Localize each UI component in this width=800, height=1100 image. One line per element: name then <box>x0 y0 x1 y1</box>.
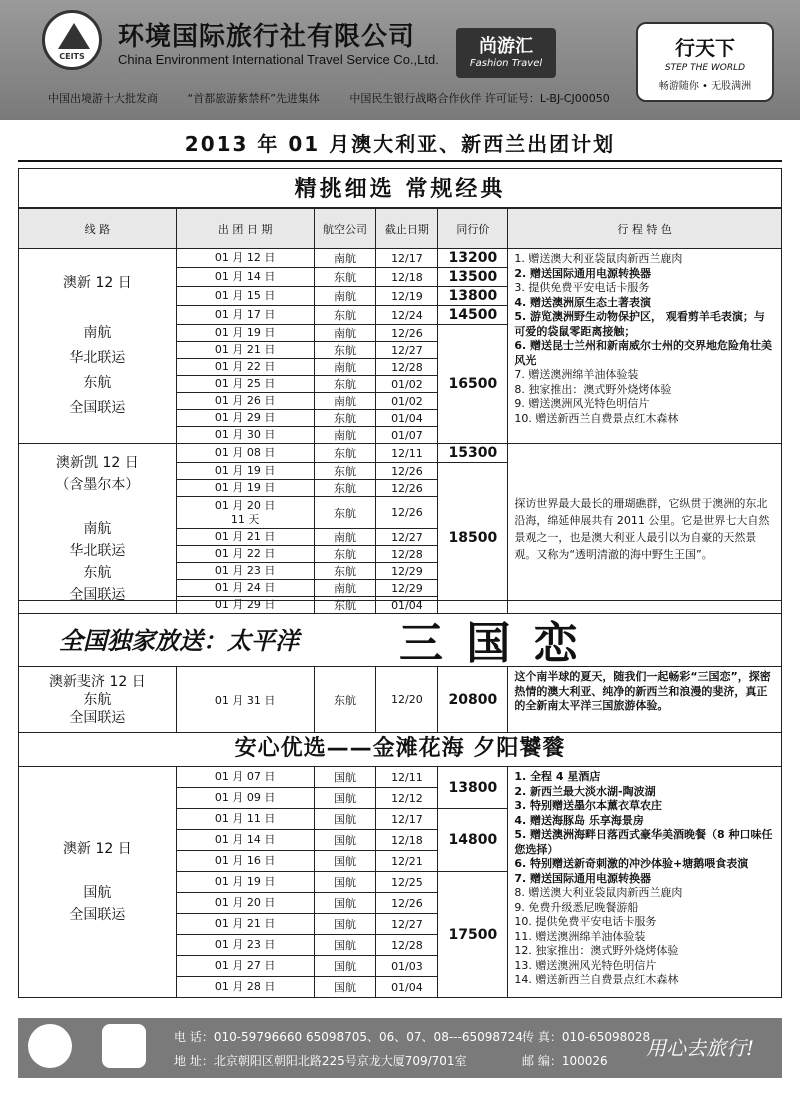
price: 13800 <box>438 767 508 809</box>
fashion-travel-badge <box>456 28 556 78</box>
departure-date: 01 月 21 日 <box>176 914 314 935</box>
features-cell: 探访世界最大最长的珊瑚礁群，它纵贯于澳洲的东北沿海，绵延伸展共有 2011 公里。它是世界七大自然景观之一，也是澳大利亚人最引以为自豪的天然景观。又称为“透明清澈的海中野生王国”。 <box>508 444 782 614</box>
cutoff-date: 01/04 <box>376 410 438 427</box>
route-line: 全国联运 <box>69 709 126 726</box>
price: 18500 <box>438 463 508 614</box>
special-banner <box>18 600 782 669</box>
feature-item: 5. 游览澳洲野生动物保护区， 观看剪羊毛表演；与可爱的袋鼠零距离接触； <box>514 310 765 338</box>
departure-date: 01 月 14 日 <box>176 830 314 851</box>
airline: 东航 <box>314 480 376 497</box>
cutoff-date: 12/24 <box>376 306 438 325</box>
route-line: 全国联运 <box>69 400 126 416</box>
airline: 东航 <box>314 497 376 529</box>
departure-date: 01 月 24 日 <box>176 580 314 597</box>
features-cell <box>508 767 782 998</box>
cutoff-date: 12/11 <box>376 444 438 463</box>
cutoff-date: 12/21 <box>376 851 438 872</box>
brand-en: STEP THE WORLD <box>664 63 746 73</box>
route-line: 澳新 12 日 <box>63 841 132 857</box>
airline: 国航 <box>314 767 376 788</box>
mountain-icon <box>58 23 90 49</box>
route-line: 南航 <box>83 520 112 537</box>
cutoff-date: 12/17 <box>376 809 438 830</box>
route-cell <box>19 767 177 998</box>
airline: 南航 <box>314 393 376 410</box>
footer-address: 地 址：北京朝阳区朝阳北路225号京龙大厦709/701室 <box>174 1054 467 1068</box>
cutoff-date: 12/12 <box>376 788 438 809</box>
cutoff-date: 12/27 <box>376 342 438 359</box>
airline: 东航 <box>314 463 376 480</box>
feature-item: 2. 赠送国际通用电源转换器 <box>514 266 652 280</box>
route-line: 全国联运 <box>69 907 126 923</box>
feature-item: 10. 赠送新西兰自费景点红木森林 <box>514 411 679 425</box>
departure-date: 01 月 17 日 <box>176 306 314 325</box>
feature-item: 14. 赠送新西兰自费景点红木森林 <box>514 973 679 986</box>
group3-row <box>19 667 782 733</box>
schedule-table-2 <box>18 666 782 733</box>
feature-item: 3. 特别赠送墨尔本薰衣草农庄 <box>514 799 663 812</box>
departure-date: 01 月 23 日 <box>176 935 314 956</box>
cutoff-date: 12/28 <box>376 546 438 563</box>
company-name-cn: 环境国际旅行社有限公司 <box>118 22 416 52</box>
airline: 国航 <box>314 830 376 851</box>
departure-date: 01 月 21 日 <box>176 529 314 546</box>
airline: 南航 <box>314 427 376 444</box>
page-title: 2013 年 01 月澳大利亚、新西兰出团计划 <box>184 132 616 156</box>
col-features: 行 程 特 色 <box>508 209 782 249</box>
credential-3: 中国民生银行战略合作伙伴 许可证号：L-BJ-CJ00050 <box>349 92 610 105</box>
col-cutoff: 截止日期 <box>376 209 438 249</box>
departure-date: 01 月 08 日 <box>176 444 314 463</box>
cutoff-date: 01/02 <box>376 393 438 410</box>
cutoff-date: 12/11 <box>376 767 438 788</box>
credential-2: “首都旅游紫禁杯”先进集体 <box>187 92 320 105</box>
departure-date: 01 月 15 日 <box>176 287 314 306</box>
airline: 南航 <box>314 529 376 546</box>
airline: 东航 <box>314 597 376 614</box>
route-line: 华北联运 <box>69 350 126 366</box>
departure-date: 01 月 19 日 <box>176 872 314 893</box>
feature-item: 4. 赠送澳洲原生态土著表演 <box>514 295 652 309</box>
route-line <box>19 496 176 518</box>
route-line <box>19 296 176 321</box>
footer-fax: 传 真：010-65098028 <box>522 1030 651 1044</box>
route-line: 华北联运 <box>69 542 126 559</box>
fashion-en: Fashion Travel <box>469 58 543 69</box>
feature-item: 12. 独家推出：澳式野外烧烤体验 <box>514 944 679 957</box>
cutoff-date: 01/02 <box>376 376 438 393</box>
feature-item: 6. 赠送昆士兰州和新南威尔士州的交界地危险角壮美风光 <box>514 339 773 367</box>
departure-date: 01 月 19 日 <box>176 480 314 497</box>
cutoff-date: 01/07 <box>376 427 438 444</box>
airline: 国航 <box>314 977 376 998</box>
airline: 东航 <box>314 306 376 325</box>
group3-feature: 这个南半球的夏天，随我们一起畅彩“三国恋”，探密热情的澳大利亚、纯净的新西兰和浪漫的斐济，真正的全新南太平洋三国旅游体验。 <box>508 667 782 733</box>
credentials <box>48 90 636 106</box>
route-line: 澳新 12 日 <box>63 275 132 291</box>
price: 17500 <box>438 872 508 998</box>
airline: 南航 <box>314 325 376 342</box>
departure-date: 01 月 07 日 <box>176 767 314 788</box>
route-line: 南航 <box>83 325 112 341</box>
airline: 东航 <box>314 563 376 580</box>
route-line: 东航 <box>83 375 112 391</box>
airline: 国航 <box>314 956 376 977</box>
airline: 国航 <box>314 893 376 914</box>
price: 13200 <box>438 249 508 268</box>
cutoff-date: 12/26 <box>376 480 438 497</box>
departure-date: 01 月 28 日 <box>176 977 314 998</box>
departure-date: 01 月 20 日 11 天 <box>176 497 314 529</box>
route-line <box>19 860 176 882</box>
route-cell <box>19 444 177 614</box>
airline: 南航 <box>314 359 376 376</box>
departure-date: 01 月 11 日 <box>176 809 314 830</box>
route-line: 全国联运 <box>69 586 126 603</box>
feature-item: 6. 特别赠送新奇刺激的冲沙体验+塘鹅喂食表演 <box>514 857 749 870</box>
route-cell <box>19 249 177 444</box>
departure-date: 01 月 26 日 <box>176 393 314 410</box>
feature-item: 9. 赠送澳洲风光特色明信片 <box>514 397 650 410</box>
company-logo <box>42 10 102 70</box>
section2-banner: 安心优选——金滩花海 夕阳饕餮 <box>18 732 782 766</box>
section1-banner: 精挑细选 常规经典 <box>18 168 782 208</box>
cutoff-date: 12/26 <box>376 325 438 342</box>
cutoff-date: 12/28 <box>376 935 438 956</box>
feature-item: 7. 赠送澳洲绵羊油体验装 <box>514 368 639 381</box>
header <box>0 0 800 120</box>
group2-body <box>19 444 782 614</box>
airline: 东航 <box>314 410 376 427</box>
feature-item: 13. 赠送澳洲风光特色明信片 <box>514 958 657 972</box>
credential-1: 中国出境游十大批发商 <box>48 92 158 105</box>
departure-date: 01 月 19 日 <box>176 325 314 342</box>
feature-item: 1. 赠送澳大利亚袋鼠肉新西兰鹿肉 <box>514 252 683 265</box>
departure-date: 01 月 22 日 <box>176 359 314 376</box>
route-line: 东航 <box>83 564 112 581</box>
logo-text: CEITS <box>59 52 85 61</box>
route-line: 国航 <box>83 885 112 901</box>
group3-airline: 东航 <box>314 667 376 733</box>
departure-date: 01 月 27 日 <box>176 956 314 977</box>
price: 14800 <box>438 809 508 872</box>
departure-date: 01 月 29 日 <box>176 410 314 427</box>
group4-body <box>19 767 782 998</box>
departure-date: 01 月 09 日 <box>176 788 314 809</box>
departure-date: 01 月 14 日 <box>176 268 314 287</box>
feature-item: 5. 赠送澳洲海畔日落西式豪华美酒晚餐（8 种口味任您选择） <box>514 828 773 856</box>
table-row <box>19 249 782 268</box>
group3-cutoff: 12/20 <box>376 667 438 733</box>
feature-item: 1. 全程 4 星酒店 <box>514 770 601 783</box>
departure-date: 01 月 19 日 <box>176 463 314 480</box>
cutoff-date: 12/19 <box>376 287 438 306</box>
col-route: 线 路 <box>19 209 177 249</box>
airline: 国航 <box>314 809 376 830</box>
departure-date: 01 月 30 日 <box>176 427 314 444</box>
airline: 国航 <box>314 788 376 809</box>
price: 14500 <box>438 306 508 325</box>
brand-tag: 畅游随你 • 无股满洲 <box>658 81 752 92</box>
airline: 南航 <box>314 287 376 306</box>
price: 13800 <box>438 287 508 306</box>
price: 15300 <box>438 444 508 463</box>
departure-date: 01 月 22 日 <box>176 546 314 563</box>
airline: 南航 <box>314 249 376 268</box>
feature-item: 7. 赠送国际通用电源转换器 <box>514 871 652 885</box>
airline: 东航 <box>314 376 376 393</box>
feature-item: 4. 赠送海豚岛 乐享海景房 <box>514 813 644 827</box>
feature-item: 11. 赠送澳洲绵羊油体验装 <box>514 929 646 943</box>
footer-zip: 邮 编：100026 <box>522 1054 608 1068</box>
footer <box>18 1018 782 1078</box>
cutoff-date: 12/25 <box>376 872 438 893</box>
cutoff-date: 01/04 <box>376 977 438 998</box>
price: 16500 <box>438 325 508 444</box>
fashion-cn: 尚游汇 <box>479 36 533 57</box>
departure-date: 01 月 21 日 <box>176 342 314 359</box>
cutoff-date: 12/29 <box>376 563 438 580</box>
cutoff-date: 12/26 <box>376 463 438 480</box>
feature-item: 2. 新西兰最大淡水湖-陶波湖 <box>514 784 656 798</box>
price: 13500 <box>438 268 508 287</box>
cutoff-date: 12/18 <box>376 268 438 287</box>
route-line: 东航 <box>83 691 112 708</box>
departure-date: 01 月 16 日 <box>176 851 314 872</box>
brand-logo <box>636 22 774 102</box>
route-line: 澳新斐济 12 日 <box>49 673 146 690</box>
company-name-en: China Environment International Travel Service Co.,Ltd. <box>118 52 439 67</box>
route-line: 澳新凯 12 日 <box>56 454 139 471</box>
col-airline: 航空公司 <box>314 209 376 249</box>
cutoff-date: 01/04 <box>376 597 438 614</box>
col-date: 出 团 日 期 <box>176 209 314 249</box>
cutoff-date: 12/29 <box>376 580 438 597</box>
departure-date: 01 月 29 日 <box>176 597 314 614</box>
footer-logo-1 <box>28 1024 72 1068</box>
cutoff-date: 12/26 <box>376 893 438 914</box>
table-row <box>19 767 782 788</box>
cutoff-date: 12/27 <box>376 914 438 935</box>
cutoff-date: 12/17 <box>376 249 438 268</box>
airline: 国航 <box>314 914 376 935</box>
departure-date: 01 月 23 日 <box>176 563 314 580</box>
footer-slogan: 用心去旅行! <box>645 1036 754 1060</box>
departure-date: 01 月 25 日 <box>176 376 314 393</box>
feature-item: 8. 赠送澳大利亚袋鼠肉新西兰鹿肉 <box>514 886 683 899</box>
footer-logo-2 <box>102 1024 146 1068</box>
feature-item: 10. 提供免费平安电话卡服务 <box>514 915 657 928</box>
airline: 国航 <box>314 935 376 956</box>
col-price: 同行价 <box>438 209 508 249</box>
feature-item: 8. 独家推出：澳式野外烧烤体验 <box>514 382 672 396</box>
special-banner-left: 全国独家放送：太平洋 <box>59 627 299 655</box>
cutoff-date: 12/26 <box>376 497 438 529</box>
airline: 国航 <box>314 851 376 872</box>
feature-item: 9. 免费升级悉尼晚餐游船 <box>514 900 639 914</box>
group1-body <box>19 249 782 444</box>
brand-cn: 行天下 <box>675 36 735 60</box>
table-row <box>19 444 782 463</box>
special-banner-right: 三 国 恋 <box>399 618 582 669</box>
cutoff-date: 12/27 <box>376 529 438 546</box>
cutoff-date: 12/28 <box>376 359 438 376</box>
group3-date: 01 月 31 日 <box>176 667 314 733</box>
schedule-table-3 <box>18 766 782 998</box>
features-cell <box>508 249 782 444</box>
title-rule <box>18 160 782 162</box>
airline: 东航 <box>314 546 376 563</box>
group3-route <box>19 667 177 733</box>
airline: 东航 <box>314 444 376 463</box>
airline: 国航 <box>314 872 376 893</box>
departure-date: 01 月 12 日 <box>176 249 314 268</box>
route-line: （含墨尔本） <box>55 476 140 493</box>
group3-price: 20800 <box>438 667 508 733</box>
cutoff-date: 12/18 <box>376 830 438 851</box>
schedule-table-1 <box>18 208 782 614</box>
feature-item: 3. 提供免费平安电话卡服务 <box>514 281 650 294</box>
cutoff-date: 01/03 <box>376 956 438 977</box>
airline: 东航 <box>314 342 376 359</box>
airline: 南航 <box>314 580 376 597</box>
airline: 东航 <box>314 268 376 287</box>
departure-date: 01 月 20 日 <box>176 893 314 914</box>
footer-phone: 电 话：010-59796660 65098705、06、07、08---65098724 <box>174 1030 523 1044</box>
